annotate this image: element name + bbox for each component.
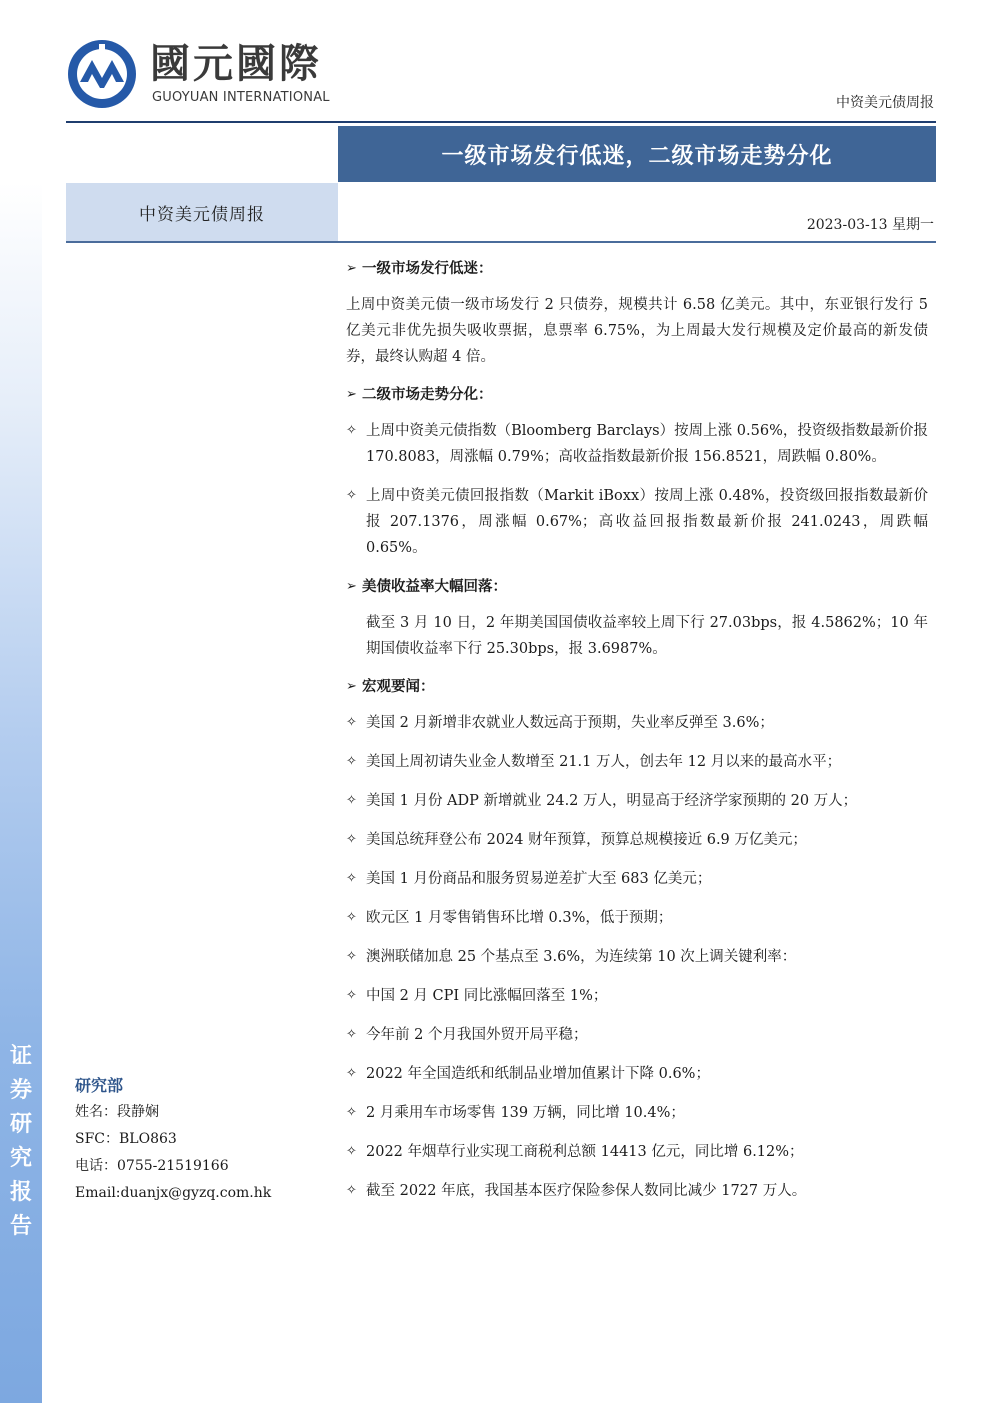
list-item: ✧ 美国总统拜登公布 2024 财年预算，预算总规模接近 6.9 万亿美元； — [346, 827, 928, 853]
vertical-char: 研 — [9, 1112, 32, 1137]
list-item: ✧ 2 月乘用车市场零售 139 万辆，同比增 10.4%； — [346, 1100, 928, 1126]
primary-market-text: 上周中资美元债一级市场发行 2 只债券，规模共计 6.58 亿美元。其中，东亚银行发行 5 亿美元非优先损失吸收票据，息票率 6.75%，为上周最大发行规模及定价最高的新发债券，最终认购超 4 倍。 — [346, 297, 928, 365]
diamond-bullet-icon: ✧ — [346, 715, 357, 730]
list-item: ✧ 上周中资美元债回报指数（Markit iBoxx）按周上涨 0.48%，投资级回报指数最新价报 207.1376，周涨幅 0.67%；高收益回报指数最新价报 241.0243，周跌幅 0.65%。 — [346, 483, 928, 561]
list-item: ✧ 美国上周初请失业金人数增至 21.1 万人，创去年 12 月以来的最高水平； — [346, 749, 928, 775]
analyst-email: Email:duanjx@gyzq.com.hk — [75, 1185, 272, 1201]
section-heading-treasury: ➢ 美债收益率大幅回落： — [346, 574, 928, 600]
diamond-bullet-icon: ✧ — [346, 1027, 357, 1042]
list-item: ✧ 中国 2 月 CPI 同比涨幅回落至 1%； — [346, 983, 928, 1009]
report-category-label: 中资美元债周报 — [66, 183, 338, 241]
list-item: ✧ 澳洲联储加息 25 个基点至 3.6%，为连续第 10 次上调关键利率： — [346, 944, 928, 970]
list-item: ✧ 截至 2022 年底，我国基本医疗保险参保人数同比减少 1727 万人。 — [346, 1178, 928, 1204]
treasury-text: 截至 3 月 10 日，2 年期美国国债收益率较上周下行 27.03bps，报 4.5862%；10 年期国债收益率下行 25.30bps，报 3.6987%。 — [366, 615, 928, 657]
list-item: ✧ 2022 年全国造纸和纸制品业增加值累计下降 0.6%； — [346, 1061, 928, 1087]
list-item: ✧ 美国 1 月份 ADP 新增就业 24.2 万人，明显高于经济学家预期的 20 万人； — [346, 788, 928, 814]
diamond-bullet-icon: ✧ — [346, 488, 357, 503]
vertical-char: 究 — [9, 1146, 32, 1171]
list-item: ✧ 今年前 2 个月我国外贸开局平稳； — [346, 1022, 928, 1048]
diamond-bullet-icon: ✧ — [346, 988, 357, 1003]
diamond-bullet-icon: ✧ — [346, 871, 357, 886]
section-heading-secondary: ➢ 二级市场走势分化： — [346, 382, 928, 408]
vertical-char: 报 — [9, 1180, 32, 1205]
diamond-bullet-icon: ✧ — [346, 832, 357, 847]
report-date: 2023-03-13 星期一 — [806, 217, 934, 233]
report-body — [346, 256, 928, 1217]
list-item: ✧ 上周中资美元债指数（Bloomberg Barclays）按周上涨 0.56%，投资级指数最新价报 170.8083，周涨幅 0.79%；高收益指数最新价报 156.8521，周跌幅 0.80%。 — [346, 418, 928, 470]
diamond-bullet-icon: ✧ — [346, 910, 357, 925]
vertical-char: 告 — [9, 1214, 32, 1239]
logo-chinese-text: 國元國際 — [150, 41, 322, 87]
list-item: ✧ 美国 2 月新增非农就业人数远高于预期，失业率反弹至 3.6%； — [346, 710, 928, 736]
section-heading-primary: ➢ 一级市场发行低迷： — [346, 256, 928, 282]
diamond-bullet-icon: ✧ — [346, 1105, 357, 1120]
analyst-phone: 电话：0755-21519166 — [75, 1158, 229, 1174]
company-logo — [66, 38, 346, 118]
diamond-bullet-icon: ✧ — [346, 1066, 357, 1081]
arrow-bullet-icon: ➢ — [346, 261, 357, 276]
diamond-bullet-icon: ✧ — [346, 1144, 357, 1159]
diamond-bullet-icon: ✧ — [346, 754, 357, 769]
diamond-bullet-icon: ✧ — [346, 949, 357, 964]
arrow-bullet-icon: ➢ — [346, 679, 357, 694]
vertical-label — [6, 1040, 36, 1244]
section-heading-macro: ➢ 宏观要闻： — [346, 674, 928, 700]
report-title: 一级市场发行低迷，二级市场走势分化 — [338, 126, 936, 182]
arrow-bullet-icon: ➢ — [346, 579, 357, 594]
header-report-name: 中资美元债周报 — [836, 95, 934, 111]
list-item: ✧ 美国 1 月份商品和服务贸易逆差扩大至 683 亿美元； — [346, 866, 928, 892]
analyst-name: 姓名：段静娴 — [75, 1104, 159, 1120]
arrow-bullet-icon: ➢ — [346, 387, 357, 402]
vertical-char: 券 — [9, 1078, 32, 1103]
header-top-rule — [66, 121, 936, 123]
header-bottom-rule — [66, 241, 936, 243]
list-item: ✧ 欧元区 1 月零售销售环比增 0.3%，低于预期； — [346, 905, 928, 931]
diamond-bullet-icon: ✧ — [346, 1183, 357, 1198]
diamond-bullet-icon: ✧ — [346, 793, 357, 808]
analyst-sfc: SFC：BLO863 — [75, 1131, 177, 1147]
research-dept-heading: 研究部 — [75, 1076, 124, 1095]
diamond-bullet-icon: ✧ — [346, 423, 357, 438]
vertical-char: 证 — [9, 1044, 32, 1069]
logo-english-text: GUOYUAN INTERNATIONAL — [152, 90, 330, 105]
guoyuan-logo-icon — [66, 38, 138, 110]
research-contact — [75, 1072, 271, 1207]
list-item: ✧ 2022 年烟草行业实现工商税利总额 14413 亿元，同比增 6.12%； — [346, 1139, 928, 1165]
